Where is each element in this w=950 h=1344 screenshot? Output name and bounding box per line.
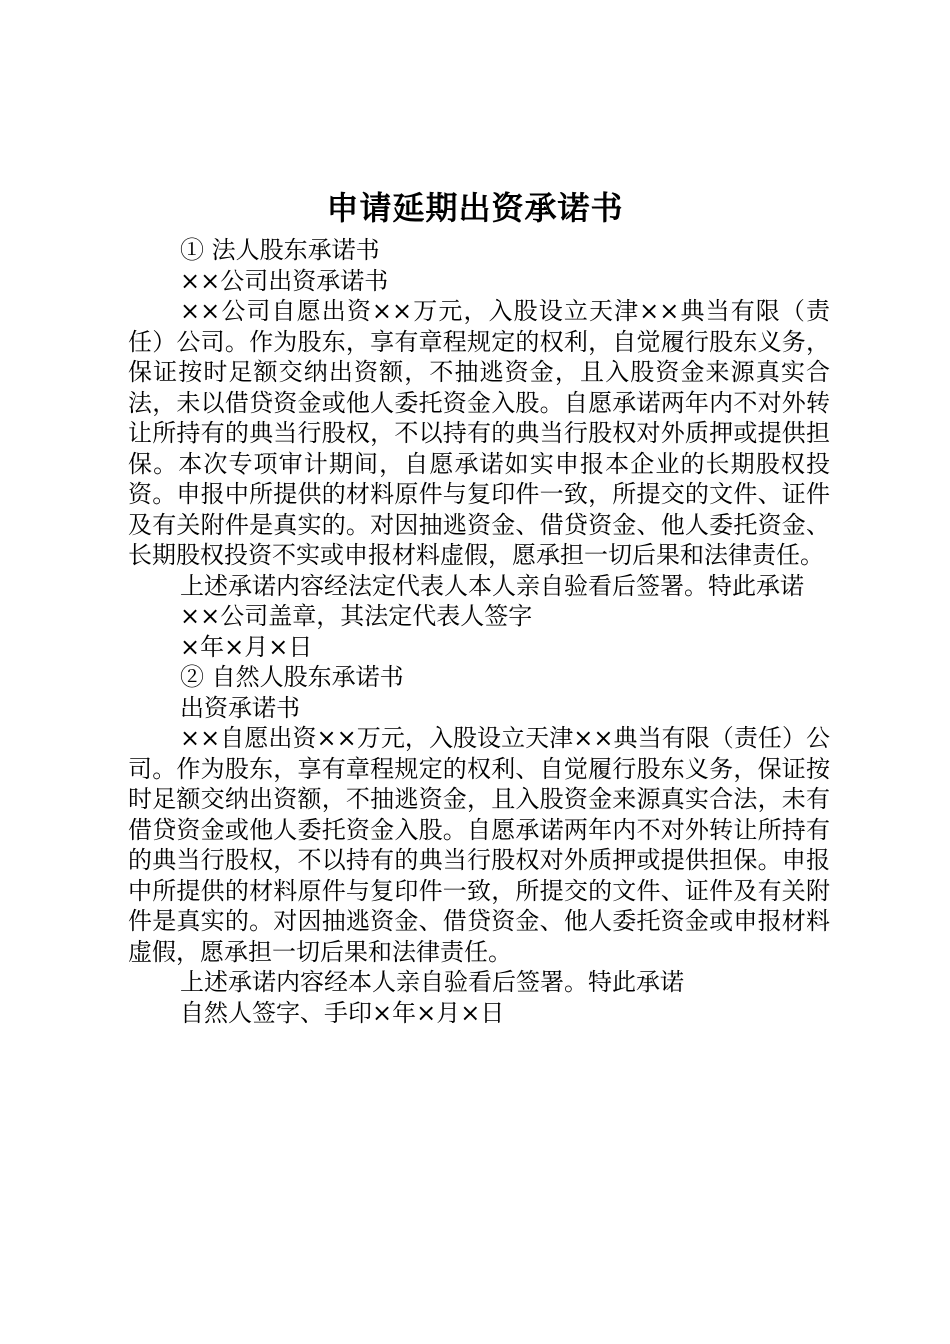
- section2-body: ××自愿出资××万元，入股设立天津××典当有限（责任）公司。作为股东，享有章程规定的权利、自觉履行股东义务，保证按时足额交纳出资额，不抽逃资金，且入股资金来源真实合法，未有借贷资金或他人委托资金入股。自愿承诺两年内不对外转让所持有的典当行股权，不以持有的典当行股权对外质押或提供担保。申报中所提供的材料原件与复印件一致，所提交的文件、证件及有关附件是真实的。对因抽逃资金、借贷资金、他人委托资金或申报材料虚假，愿承担一切后果和法律责任。: [128, 724, 830, 966]
- document-body: [128, 235, 830, 1028]
- section1-heading: ① 法人股东承诺书: [180, 236, 380, 264]
- document-title: 申请延期出资承诺书: [326, 189, 624, 227]
- section1-signature: ××公司盖章，其法定代表人签字: [180, 602, 533, 630]
- section2-subtitle: 出资承诺书: [180, 693, 300, 722]
- section2-signature-date: 自然人签字、手印×年×月×日: [180, 998, 505, 1027]
- section1-date: ×年×月×日: [180, 632, 313, 661]
- section2-heading: ② 自然人股东承诺书: [180, 663, 404, 691]
- section1-subtitle: ××公司出资承诺书: [180, 266, 389, 295]
- section1-statement: 上述承诺内容经法定代表人本人亲自验看后签署。特此承诺: [180, 571, 804, 600]
- section2-statement: 上述承诺内容经本人亲自验看后签署。特此承诺: [180, 968, 684, 996]
- section1-body: ××公司自愿出资××万元，入股设立天津××典当有限（责任）公司。作为股东，享有章程规定的权利，自觉履行股东义务，保证按时足额交纳出资额，不抽逃资金，且入股资金来源真实合法，未以借贷资金或他人委托资金入股。自愿承诺两年内不对外转让所持有的典当行股权，不以持有的典当行股权对外质押或提供担保。本次专项审计期间，自愿承诺如实申报本企业的长期股权投资。申报中所提供的材料原件与复印件一致，所提交的文件、证件及有关附件是真实的。对因抽逃资金、借贷资金、他人委托资金、长期股权投资不实或申报材料虚假，愿承担一切后果和法律责任。: [128, 297, 830, 569]
